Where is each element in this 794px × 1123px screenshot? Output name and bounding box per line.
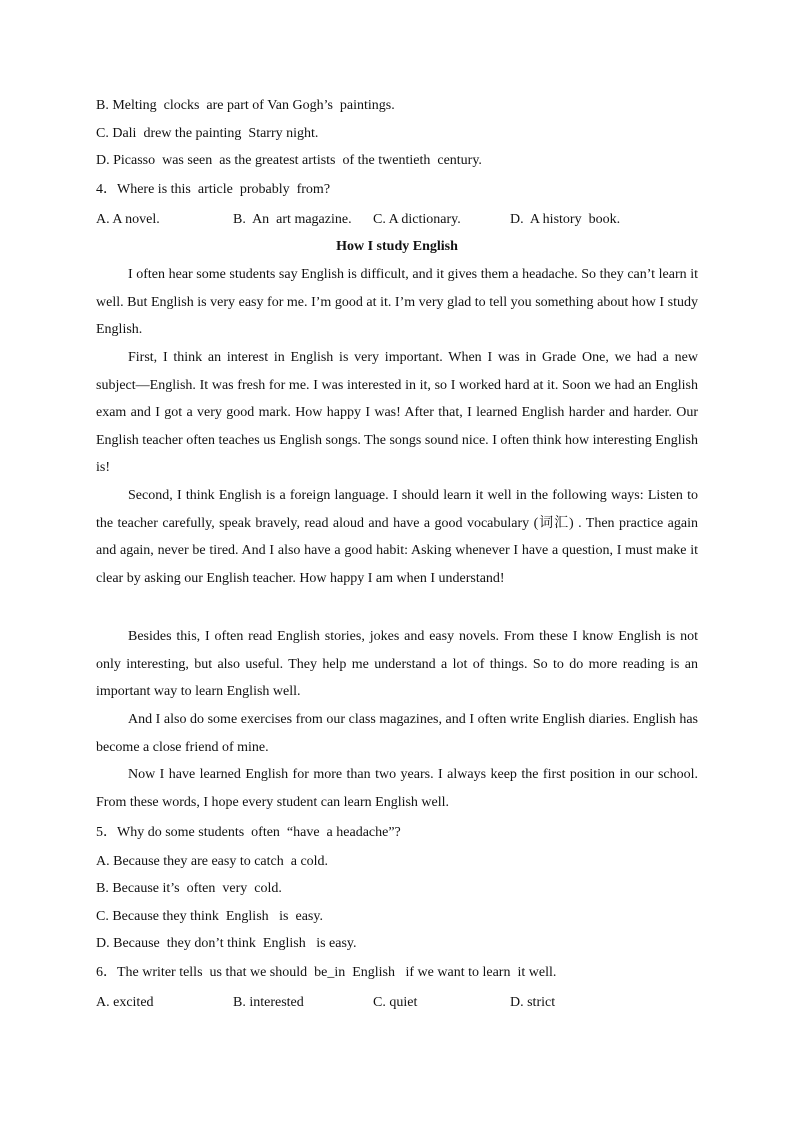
q5-option-b: B. Because it’s often very cold. — [96, 881, 282, 896]
q6-option-a: A. excited — [96, 995, 154, 1010]
article-paragraph-1: I often hear some students say English is difficult, and it gives them a headache. So they can’t learn it well. But English is very easy for me. I’m good at it. I’m very glad to tell you something about how I study English. — [96, 267, 698, 337]
q4-question: 4．Where is this article probably from? — [96, 182, 331, 197]
q4-option-b: B. An art magazine. — [233, 212, 352, 227]
q3-option-b: B. Melting clocks are part of Van Gogh’s paintings. — [96, 98, 395, 113]
article-paragraph-5: And I also do some exercises from our class magazines, and I often write English diaries. English has become a close friend of mine. — [96, 712, 698, 755]
q5-question: 5．Why do some students often “have a headache”? — [96, 825, 401, 840]
article-paragraph-3: Second, I think English is a foreign language. I should learn it well in the following ways: Listen to the teacher carefully, speak bravely, read aloud and have a good vocabulary (词汇) . Then practice again and again, never be tired. And I also have a good habit: Asking whenever I have a question, I must make it clear by asking our English teacher. How happy I am when I understand! — [96, 488, 698, 586]
article-title: How I study English — [336, 239, 458, 254]
q6-question: 6．The writer tells us that we should be_in English if we want to learn it well. — [96, 965, 557, 980]
q6-option-c: C. quiet — [373, 995, 418, 1010]
q3-option-c: C. Dali drew the painting Starry night. — [96, 126, 319, 141]
q3-option-d: D. Picasso was seen as the greatest artists of the twentieth century. — [96, 153, 482, 168]
q5-option-d: D. Because they don’t think English is easy. — [96, 936, 357, 951]
q4-option-a: A. A novel. — [96, 212, 160, 227]
article-paragraph-2: First, I think an interest in English is very important. When I was in Grade One, we had a new subject—English. It was fresh for me. I was interested in it, so I worked hard at it. Soon we had an English exam and I got a very good mark. How happy I was! After that, I learned English harder and harder. Our English teacher often teaches us English songs. The songs sound nice. I often think how interesting English is! — [96, 350, 698, 475]
q6-option-b: B. interested — [233, 995, 304, 1010]
q6-option-d: D. strict — [510, 995, 556, 1010]
q5-option-c: C. Because they think English is easy. — [96, 909, 323, 924]
q5-option-a: A. Because they are easy to catch a cold. — [96, 854, 329, 869]
article-paragraph-4: Besides this, I often read English stories, jokes and easy novels. From these I know English is not only interesting, but also useful. They help me understand a lot of things. So to do more reading is an important way to learn English well. — [96, 629, 698, 699]
article-paragraph-6: Now I have learned English for more than two years. I always keep the first position in our school. From these words, I hope every student can learn English well. — [96, 767, 698, 810]
q4-option-c: C. A dictionary. — [373, 212, 461, 227]
q4-option-d: D. A history book. — [510, 212, 621, 227]
